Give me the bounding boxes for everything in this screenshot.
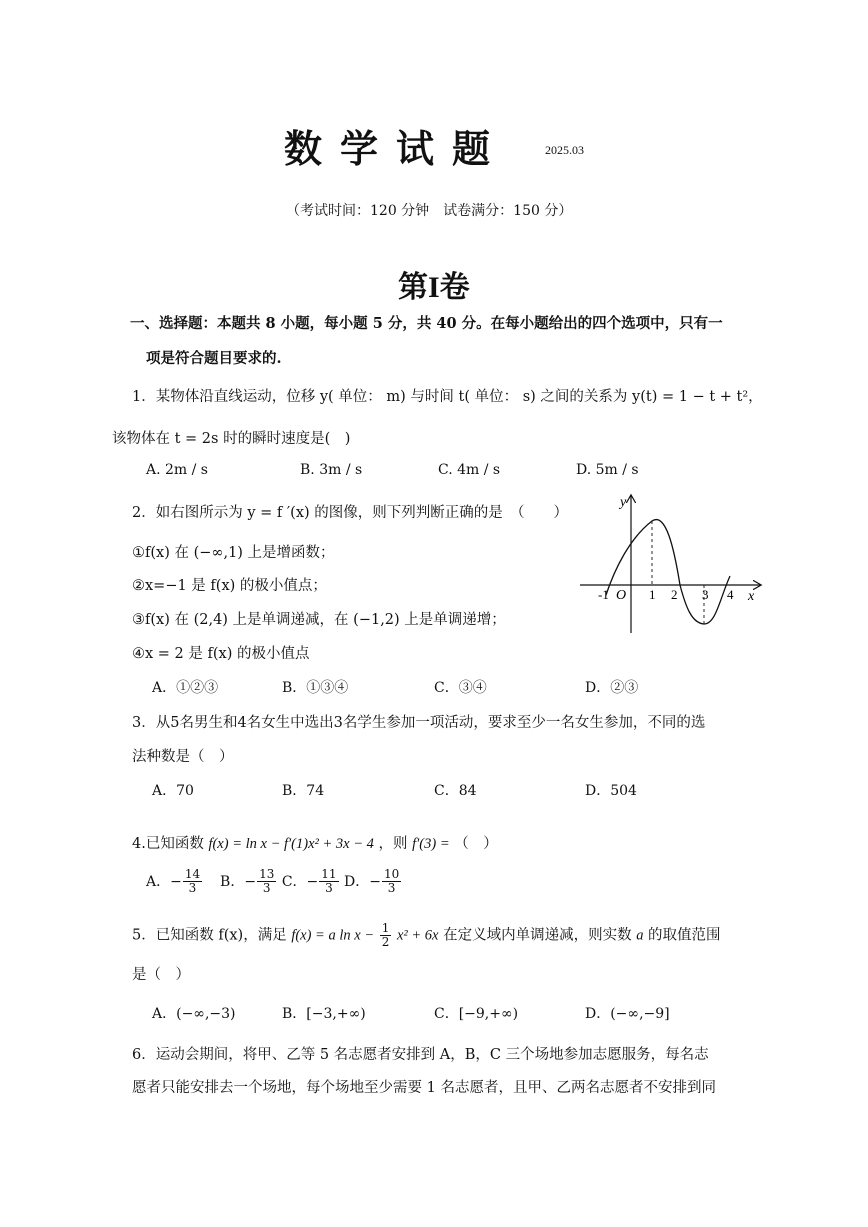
q1-option-d: D. 5m / s [576,462,639,478]
volume-heading: 第I卷 [398,271,470,304]
q3-option-c: C．84 [434,783,477,799]
q4-formula: f(x) = ln x − f′(1)x² + 3x − 4 [208,836,374,852]
q2-stem: 2．如右图所示为 y = f ′(x) 的图像，则下列判断正确的是 （ ） [132,505,569,521]
q2-option-c: C．③④ [434,680,487,696]
q2-statement-4: ④x = 2 是 f(x) 的极小值点 [132,646,310,662]
q5-option-c: C．[−9,+∞) [434,1006,519,1022]
q5-option-a: A．(−∞,−3) [152,1006,236,1022]
q5-line2: 是（ ） [132,967,190,983]
q6-line2: 愿者只能安排去一个场地，每个场地至少需要 1 名志愿者，且甲、乙两名志愿者不安排到同 [132,1080,716,1096]
y-axis-label: y [620,495,627,510]
q5-fraction: $\frac{1}{2}$ [381,921,390,949]
q1-option-a: A. 2m / s [146,462,208,478]
origin-label: O [616,588,627,603]
q3-option-d: D．504 [585,783,637,799]
q5-stem-middle: 在定义域内单调递减，则实数 [443,927,632,944]
q3-option-b: B．74 [282,783,325,799]
q2-option-d: D．②③ [585,680,639,696]
q4-option-c: C．− $\frac{11}{3}$ [281,867,337,895]
q4-stem [132,832,498,853]
exam-info: （考试时间：120 分钟 试卷满分：150 分） [286,203,573,219]
q4-option-b: B．− $\frac{13}{3}$ [220,867,275,895]
q4-options [146,868,402,895]
x-axis-label: x [748,589,755,604]
q4-stem-middle: ，则 [378,836,408,852]
q3-line2: 法种数是（ ） [132,749,234,765]
q6-line1: 6．运动会期间，将甲、乙等 5 名志愿者安排到 A，B，C 三个场地参加志愿服务，每名志 [132,1047,709,1063]
derivative-graph [570,488,770,640]
section-heading-line2: 项是符合题目要求的. [146,350,282,367]
q2-statement-2: ②x=−1 是 f(x) 的极小值点； [132,578,327,594]
q4-option-d: D．− $\frac{10}{3}$ [344,867,400,895]
q5-formula-b: x² + 6x [396,927,439,944]
q2-option-a: A．①②③ [152,680,219,696]
q2-option-b: B．①③④ [282,680,349,696]
q4-option-a: A．− $\frac{14}{3}$ [146,867,201,895]
q3-option-a: A．70 [152,783,194,799]
section-heading-line1: 一、选择题：本题共 8 小题，每小题 5 分，共 40 分。在每小题给出的四个选项中，只有一 [130,315,723,332]
exam-date: 2025.03 [545,143,584,157]
tick-label-neg1: -1 [598,587,609,602]
q5-stem-suffix: 的取值范围 [648,927,721,944]
q4-stem-suffix: （ ） [454,836,498,852]
q5-formula-a: f(x) = a ln x − [291,927,375,944]
q2-statement-3: ③f(x) 在 (2,4) 上是单调递减，在 (−1,2) 上是单调递增； [132,612,506,628]
q1-line2: 该物体在 t = 2s 时的瞬时速度是( ) [112,431,351,447]
q2-statement-1: ①f(x) 在 (−∞,1) 上是增函数； [132,545,335,561]
q5-option-d: D．(−∞,−9] [585,1006,670,1022]
derivative-curve [606,520,730,624]
tick-label-1: 1 [649,587,656,602]
tick-label-3: 3 [702,587,709,602]
page-title: 数学试题 [284,126,509,171]
q5-stem-prefix: 5．已知函数 f(x)，满足 [132,927,287,944]
tick-label-4: 4 [727,587,734,602]
q5-line1 [132,922,721,949]
q1-line1: 1．某物体沿直线运动，位移 y( 单位： m) 与时间 t( 单位： s) 之间的关系为 y(t) = 1 − t + t²， [132,389,763,405]
q3-line1: 3．从5名男生和4名女生中选出3名学生参加一项活动，要求至少一名女生参加，不同的选 [132,715,706,731]
q5-var-a: a [636,927,644,944]
q1-option-c: C. 4m / s [438,462,501,478]
q5-option-b: B．[−3,+∞) [282,1006,366,1022]
tick-label-2: 2 [671,587,678,602]
q4-stem-prefix: 4.已知函数 [132,836,204,852]
q4-formula2: f′(3) = [412,836,450,852]
q1-option-b: B. 3m / s [300,462,363,478]
